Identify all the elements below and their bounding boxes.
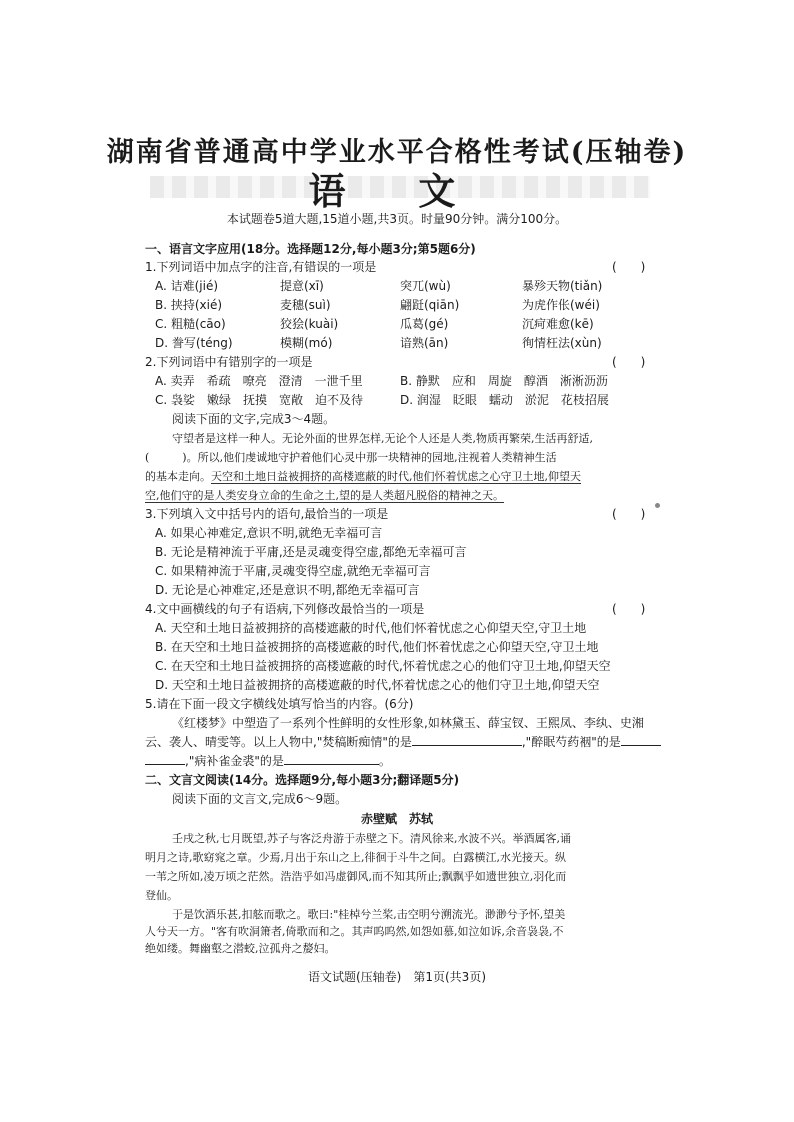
fu-para2-line2: 人兮天一方。"客有吹洞箫者,倚歌而和之。其声呜呜然,如怨如慕,如泣如诉,余音袅袅,不 <box>145 925 564 938</box>
passage-line-3a: 的基本走向。 <box>145 470 211 483</box>
q5-line-3b: 。 <box>378 754 391 768</box>
q5-line-2b: ,"醉眠芍药裀"的是 <box>521 735 621 749</box>
q4-answer-bracket: ( ) <box>612 602 646 616</box>
q1-stem: 1.下列词语中加点字的注音,有错误的一项是 <box>145 260 377 274</box>
q4-stem: 4.文中画横线的句子有语病,下列修改最恰当的一项是 <box>145 602 425 616</box>
q5-line-2a: 云、袭人、晴雯等。以上人物中,"焚稿断痴情"的是 <box>145 735 412 749</box>
q3-option-c: C. 如果精神流于平庸,灵魂变得空虚,就绝无幸福可言 <box>155 564 431 578</box>
q5-stem: 5.请在下面一段文字横线处填写恰当的内容。(6分) <box>145 697 414 711</box>
q1-d-4: 徇情枉法(xùn) <box>522 336 602 350</box>
q1-b-2: 麦穗(suì) <box>280 298 331 312</box>
q5-line-1: 《红楼梦》中塑造了一系列个性鲜明的女性形象,如林黛玉、薛宝钗、王熙凤、李纨、史湘 <box>172 716 644 730</box>
q4-option-a: A. 天空和土地日益被拥挤的高楼遮蔽的时代,他们怀着忧虑之心仰望天空,守卫土地 <box>155 621 587 635</box>
section-2-heading: 二、文言文阅读(14分。选择题9分,每小题3分;翻译题5分) <box>145 773 460 787</box>
passage-line-3 <box>145 467 581 486</box>
q4-option-b: B. 在天空和土地日益被拥挤的高楼遮蔽的时代,他们怀着忧虑之心仰望天空,守卫土地 <box>155 640 599 654</box>
q3-option-a: A. 如果心神难定,意识不明,就绝无幸福可言 <box>155 526 383 540</box>
q3-option-d: D. 无论是心神难定,还是意识不明,都绝无幸福可言 <box>155 583 420 597</box>
q5-line-2 <box>145 733 661 752</box>
fu-para1-line1: 壬戌之秋,七月既望,苏子与客泛舟游于赤壁之下。清风徐来,水波不兴。举酒属客,诵 <box>172 832 571 845</box>
fu-para1-line2: 明月之诗,歌窈窕之章。少焉,月出于东山之上,徘徊于斗牛之间。白露横江,水光接天。纵 <box>145 851 566 864</box>
q2-stem: 2.下列词语中有错别字的一项是 <box>145 355 313 369</box>
q1-b-3: 翩跹(qiān) <box>400 298 460 312</box>
q4-option-d: D. 天空和土地日益被拥挤的高楼遮蔽的时代,怀着忧虑之心的他们守卫土地,仰望天空 <box>155 678 600 692</box>
q5-blank-2[interactable] <box>621 734 661 746</box>
q1-a-1: A. 诘难(jié) <box>155 279 219 293</box>
q1-answer-bracket: ( ) <box>612 260 646 274</box>
fu-para1-line3: 一苇之所如,凌万顷之茫然。浩浩乎如冯虚御风,而不知其所止;飘飘乎如遗世独立,羽化而 <box>145 870 567 883</box>
q1-b-4: 为虎作伥(wéi) <box>522 298 600 312</box>
passage-line-1: 守望者是这样一种人。无论外面的世界怎样,无论个人还是人类,物质再繁荣,生活再舒适, <box>172 432 593 445</box>
q1-c-3: 瓜葛(gé) <box>400 317 449 331</box>
q1-a-4: 暴殄天物(tiǎn) <box>522 279 603 293</box>
exam-title: 湖南省普通高中学业水平合格性考试(压轴卷) <box>106 137 688 168</box>
fu-para2-line1: 于是饮酒乐甚,扣舷而歌之。歌曰:"桂棹兮兰桨,击空明兮溯流光。渺渺兮予怀,望美 <box>172 908 566 921</box>
section-1-heading: 一、语言文字应用(18分。选择题12分,每小题3分;第5题6分) <box>145 242 476 256</box>
q2-answer-bracket: ( ) <box>612 355 646 369</box>
q2-option-a: A. 卖弄 希疏 嘹亮 澄清 一泄千里 <box>155 374 363 388</box>
q1-c-2: 狡狯(kuài) <box>280 317 339 331</box>
passage-line-4 <box>145 486 504 505</box>
q1-a-3: 突兀(wù) <box>400 279 451 293</box>
q1-a-2: 提意(xī) <box>280 279 324 293</box>
exam-info: 本试题卷5道大题,15道小题,共3页。时量90分钟。满分100分。 <box>226 212 568 226</box>
q4-option-c: C. 在天空和土地日益被拥挤的高楼遮蔽的时代,怀着忧虑之心的他们守卫土地,仰望天空 <box>155 659 611 673</box>
q1-b-1: B. 挟持(xié) <box>155 298 223 312</box>
q5-blank-3[interactable] <box>284 753 379 765</box>
page-footer: 语文试题(压轴卷) 第1页(共3页) <box>308 970 486 984</box>
subject-title: 语 文 <box>308 170 486 213</box>
q1-d-3: 谙熟(ān) <box>400 336 449 350</box>
fu-para2-line3: 绝如缕。舞幽壑之潜蛟,泣孤舟之嫠妇。 <box>145 942 336 955</box>
underlined-sentence-part-2: 空,他们守的是人类安身立命的生命之土,望的是人类超凡脱俗的精神之天。 <box>145 489 504 502</box>
scan-speck <box>655 503 660 508</box>
q5-line-3a: ,"病补雀金裘"的是 <box>185 754 284 768</box>
q1-c-4: 沉疴难愈(kē) <box>522 317 594 331</box>
q2-option-c: C. 袅娑 嫩绿 抚摸 宽敞 迫不及待 <box>155 393 364 407</box>
q5-line-3 <box>145 752 391 771</box>
section-2-intro: 阅读下面的文言文,完成6～9题。 <box>172 792 348 806</box>
q5-blank-2-cont[interactable] <box>145 753 185 765</box>
reading-intro: 阅读下面的文字,完成3～4题。 <box>172 412 336 426</box>
passage-line-2: ( )。所以,他们虔诚地守护着他们心灵中那一块精神的园地,注视着人类精神生活 <box>145 451 557 464</box>
q5-blank-1[interactable] <box>412 734 522 746</box>
fu-para1-line4: 登仙。 <box>145 889 178 902</box>
q1-c-1: C. 粗糙(cāo) <box>155 317 226 331</box>
poem-title: 赤壁赋 苏轼 <box>360 812 433 826</box>
q1-d-2: 模糊(mó) <box>280 336 333 350</box>
q3-stem: 3.下列填入文中括号内的语句,最恰当的一项是 <box>145 507 389 521</box>
q2-option-d: D. 润湿 眨眼 蠕动 淤泥 花枝招展 <box>400 393 609 407</box>
q1-d-1: D. 誊写(téng) <box>155 336 233 350</box>
q3-option-b: B. 无论是精神流于平庸,还是灵魂变得空虚,都绝无幸福可言 <box>155 545 467 559</box>
underlined-sentence-part-1: 天空和土地日益被拥挤的高楼遮蔽的时代,他们怀着忧虑之心守卫土地,仰望天 <box>211 470 581 483</box>
q3-answer-bracket: ( ) <box>612 507 646 521</box>
q2-option-b: B. 静默 应和 周旋 醇酒 淅淅沥沥 <box>400 374 608 388</box>
